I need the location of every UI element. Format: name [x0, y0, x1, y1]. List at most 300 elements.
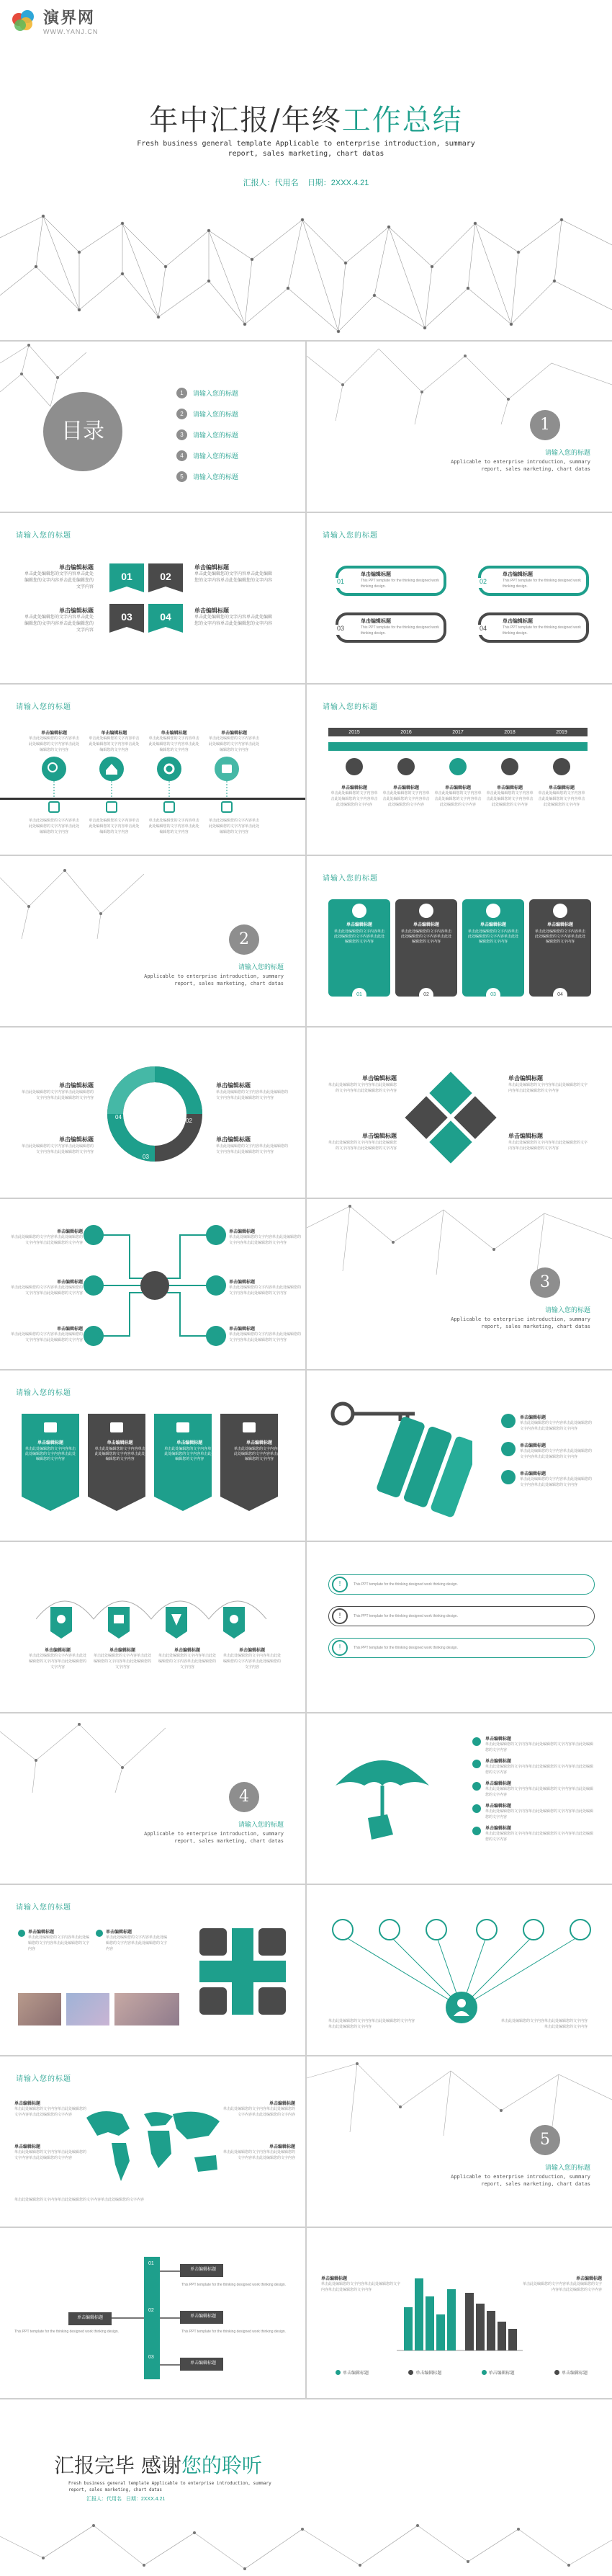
- item-title: 单击编辑标题: [194, 564, 229, 571]
- tabs-slide[interactable]: [307, 513, 612, 683]
- item-desc: 单击此处编辑您的文字内容单击此处编辑您的文字内容单击此处编辑您的文字内容: [485, 1787, 594, 1797]
- end-subtitle-2: report, sales marketing, chart datas: [68, 2487, 163, 2492]
- map-text: [14, 2100, 86, 2118]
- item-desc: 单击此处编辑您的文字内容单击此处编辑您的文字内容单击此处编辑您的文字内容: [11, 1332, 84, 1342]
- card-desc: 单击此处编辑您的文字内容单击此处编辑您的文字内容单击此处编辑您的文字内容: [333, 930, 384, 944]
- diamond-grid: [404, 1071, 498, 1164]
- item-title: 单击编辑标题: [59, 607, 94, 614]
- tab-number: 04: [480, 625, 487, 632]
- diamond-text: [328, 1074, 397, 1094]
- step-title: 单击编辑标题: [40, 731, 67, 736]
- end-slide[interactable]: [0, 2399, 612, 2576]
- bracket-slide[interactable]: [0, 2228, 305, 2398]
- item-title: 单击编辑标题: [14, 2145, 41, 2149]
- tab-text: [503, 618, 582, 636]
- tab-text: [361, 571, 440, 589]
- section-desc-2: report, sales marketing, chart datas: [481, 466, 590, 472]
- item-title: 单击编辑标题: [56, 1230, 83, 1234]
- pin-title: 单击编辑标题: [238, 1649, 265, 1653]
- section-label: 请输入您的标题: [238, 963, 284, 971]
- cards-slide[interactable]: [307, 856, 612, 1026]
- section-desc-1: Applicable to enterprise introduction, summary: [144, 1831, 284, 1837]
- section-slide-3[interactable]: [307, 1199, 612, 1369]
- timeline-title: 单击编辑标题: [341, 786, 367, 790]
- timeline-title: 单击编辑标题: [392, 786, 419, 790]
- keys-slide[interactable]: [307, 1371, 612, 1541]
- item-block: [194, 563, 274, 584]
- toc-list: [176, 383, 238, 487]
- item-desc: 单击此处编辑您的文字内容单击此处编辑您的文字内容单击此处编辑您的文字内容: [14, 2107, 87, 2117]
- toc-num: 3: [176, 429, 187, 440]
- item-title: 单击编辑标题: [485, 1804, 512, 1809]
- section-label: 请输入您的标题: [544, 1306, 590, 1314]
- timeline-title: 单击编辑标题: [444, 786, 471, 790]
- photo-image: [66, 1993, 109, 2025]
- item-desc: 单击此处编辑您的文字内容单击此处编辑您的文字内容单击此处编辑您的文字内容: [194, 572, 273, 583]
- toc-item[interactable]: [176, 424, 238, 445]
- timeline-year: 2019: [556, 729, 567, 735]
- timeline-year: 2018: [504, 729, 516, 735]
- item-title: 单击编辑标题: [575, 2277, 602, 2281]
- tag-desc: 单击此处编辑您的文字内容单击此处编辑您的文字内容单击此处编辑您的文字内容: [24, 1447, 76, 1461]
- timeline-slide[interactable]: [307, 685, 612, 855]
- section-desc-1: Applicable to enterprise introduction, summary: [451, 1316, 590, 1322]
- item-title: 单击编辑标题: [485, 1827, 512, 1831]
- badge-number: 01: [121, 571, 132, 582]
- item-title: 单击编辑标题: [503, 619, 533, 624]
- item-desc: 单击此处编辑您的文字内容单击此处编辑您的文字内容单击此处编辑您的文字内容: [14, 2198, 145, 2202]
- toc-item-label: 请输入您的标题: [193, 432, 239, 439]
- timeline-labels: [328, 784, 588, 808]
- step-desc: 单击此处编辑您的文字内容单击此处编辑您的文字内容单击此处编辑您的文字内容: [148, 819, 199, 834]
- timeline-desc: 单击此处编辑您的文字内容单击此处编辑您的文字内容单击此处编辑您的文字内容: [486, 791, 534, 807]
- card-desc: 单击此处编辑您的文字内容单击此处编辑您的文字内容单击此处编辑您的文字内容: [400, 930, 451, 944]
- diamond-text: [328, 1132, 397, 1151]
- badge-number: 02: [160, 571, 171, 582]
- item-title: 单击编辑标题: [485, 1782, 512, 1786]
- section-desc: [144, 1830, 284, 1845]
- item-title: 单击编辑标题: [216, 1136, 251, 1143]
- item-title: 单击编辑标题: [362, 1133, 397, 1139]
- fanout-text: [501, 2018, 588, 2030]
- icon-cross: [189, 1921, 297, 2036]
- tab-text: [503, 571, 582, 589]
- process-top-labels: [29, 729, 259, 753]
- bracket-label: 单击编辑标题: [76, 2316, 103, 2320]
- send-icon: [501, 1470, 516, 1484]
- timeline-year: 2016: [400, 729, 412, 735]
- chart-side-text: [523, 2275, 602, 2293]
- cycle-text: [22, 1136, 94, 1155]
- section-desc-2: report, sales marketing, chart datas: [481, 1324, 590, 1329]
- end-title-teal: 您的聆听: [181, 2454, 262, 2477]
- item-title: 单击编辑标题: [485, 1737, 512, 1742]
- toc-item[interactable]: [176, 445, 238, 466]
- fanout-text: [328, 2018, 415, 2030]
- network-decoration: [0, 209, 612, 340]
- section-slide-2[interactable]: [0, 856, 305, 1026]
- hub-text: [11, 1325, 83, 1343]
- diamond-text: [508, 1074, 588, 1094]
- info-text: This PPT template for the thinking designed work thinking design.: [354, 1646, 458, 1650]
- item-title: 单击编辑标题: [56, 1327, 83, 1332]
- end-subtitle-1: Fresh business general template Applicable to enterprise introduction, summary: [68, 2481, 271, 2486]
- item-desc: This PPT template for the thinking designed work thinking design.: [361, 625, 439, 636]
- item-desc: 单击此处编辑您的文字内容单击此处编辑您的文字内容单击此处编辑您的文字内容: [508, 1083, 588, 1093]
- bracket-label: 单击编辑标题: [189, 2314, 216, 2319]
- item-title: 单击编辑标题: [59, 1082, 94, 1089]
- item-title: 单击编辑标题: [520, 1416, 546, 1420]
- tag-desc: 单击此处编辑您的文字内容单击此处编辑您的文字内容单击此处编辑您的文字内容: [94, 1447, 145, 1461]
- cycle-slide[interactable]: [0, 1028, 305, 1198]
- map-text: [14, 2143, 86, 2161]
- tab-text: [361, 618, 440, 636]
- cover-subtitle-2: report, sales marketing, chart datas: [228, 150, 384, 158]
- cover-title-teal: 工作总结: [341, 104, 463, 137]
- item-title: 单击编辑标题: [59, 1136, 94, 1143]
- legend-label: 单击编辑标题: [343, 2371, 369, 2376]
- end-title-dark: 汇报完毕 感谢: [54, 2454, 181, 2477]
- step-desc: 单击此处编辑您的文字内容单击此处编辑您的文字内容单击此处编辑您的文字内容: [208, 819, 259, 834]
- item-title: 单击编辑标题: [361, 619, 391, 624]
- item-desc: 单击此处编辑您的文字内容单击此处编辑您的文字内容单击此处编辑您的文字内容: [520, 1477, 593, 1487]
- process-bottom-labels: [29, 818, 259, 835]
- network-decoration: [307, 1199, 612, 1285]
- timeline-desc: 单击此处编辑您的文字内容单击此处编辑您的文字内容单击此处编辑您的文字内容: [382, 791, 430, 807]
- toc-slide[interactable]: [0, 342, 305, 512]
- hub-text: [229, 1228, 301, 1246]
- slide-header: 请输入您的标题: [323, 703, 378, 711]
- section-label: 请输入您的标题: [238, 1821, 284, 1828]
- badge-number: 03: [121, 611, 132, 623]
- umbrella-slide[interactable]: [307, 1713, 612, 1884]
- hub-text: [11, 1228, 83, 1246]
- network-decoration: [0, 1713, 305, 1800]
- slide-header: 请输入您的标题: [323, 875, 378, 883]
- toc-item[interactable]: [176, 404, 238, 424]
- section-desc-2: report, sales marketing, chart datas: [481, 2181, 590, 2187]
- card-number: 02: [419, 988, 433, 1002]
- item-title: 单击编辑标题: [508, 1133, 543, 1139]
- section-slide-1[interactable]: [307, 342, 612, 512]
- section-slide-5[interactable]: [307, 2056, 612, 2227]
- item-desc: 单击此处编辑您的文字内容单击此处编辑您的文字内容单击此处编辑您的文字内容: [22, 1144, 94, 1154]
- slide-header: 请输入您的标题: [16, 2075, 71, 2083]
- cycle-number: 03: [143, 1154, 149, 1160]
- item-desc: 单击此处编辑您的文字内容单击此处编辑您的文字内容单击此处编辑您的文字内容: [22, 1090, 94, 1100]
- toc-item-label: 请输入您的标题: [193, 453, 239, 460]
- toc-item[interactable]: [176, 466, 238, 487]
- item-desc: 单击此处编辑您的文字内容单击此处编辑您的文字内容单击此处编辑您的文字内容: [321, 2282, 401, 2292]
- card-number: 01: [352, 988, 366, 1002]
- network-decoration: [0, 342, 305, 414]
- pin-title: 单击编辑标题: [174, 1649, 200, 1653]
- tab-number: 03: [337, 625, 345, 632]
- slide-header: 请输入您的标题: [16, 532, 71, 540]
- item-title: 单击编辑标题: [321, 2277, 348, 2281]
- key-item: [501, 1414, 592, 1432]
- key-illustration: [328, 1392, 472, 1529]
- toc-item[interactable]: [176, 383, 238, 404]
- step-desc: 单击此处编辑您的文字内容单击此处编辑您的文字内容单击此处编辑您的文字内容: [29, 736, 80, 752]
- toc-num: 5: [176, 471, 187, 482]
- timeline-year: 2017: [452, 729, 464, 735]
- item-desc: 单击此处编辑您的文字内容单击此处编辑您的文字内容单击此处编辑您的文字内容: [508, 1141, 588, 1151]
- item-title: 单击编辑标题: [14, 2102, 41, 2106]
- item-title: 单击编辑标题: [362, 1075, 397, 1082]
- pin-connector: [36, 1587, 274, 1644]
- toc-num: 4: [176, 450, 187, 461]
- step-title: 单击编辑标题: [161, 731, 187, 736]
- item-desc: 单击此处编辑您的文字内容单击此处编辑您的文字内容单击此处编辑您的文字内容: [523, 2282, 603, 2292]
- item-title: 单击编辑标题: [229, 1230, 256, 1234]
- map-slide[interactable]: [0, 2056, 305, 2227]
- tag-title: 单击编辑标题: [246, 1441, 272, 1445]
- chart-slide[interactable]: [307, 2228, 612, 2398]
- tag-title: 单击编辑标题: [37, 1441, 63, 1445]
- item-desc: This PPT template for the thinking designed work thinking design.: [181, 2330, 286, 2334]
- item-desc: 单击此处编辑您的文字内容单击此处编辑您的文字内容单击此处编辑您的文字内容: [485, 1742, 594, 1752]
- info-row[interactable]: ! This PPT template for the thinking designed work thinking design.: [328, 1606, 595, 1626]
- section-desc: [451, 2173, 590, 2188]
- item-title: 单击编辑标题: [485, 1760, 512, 1764]
- card[interactable]: [462, 899, 524, 997]
- chart-legend: [336, 2369, 588, 2376]
- step-desc: 单击此处编辑您的文字内容单击此处编辑您的文字内容单击此处编辑您的文字内容: [29, 819, 80, 834]
- hub-text: [229, 1325, 301, 1343]
- card[interactable]: [328, 899, 390, 997]
- item-desc: 单击此处编辑您的文字内容单击此处编辑您的文字内容单击此处编辑您的文字内容: [328, 1141, 397, 1151]
- pin-desc: 单击此处编辑您的文字内容单击此处编辑您的文字内容单击此处编辑您的文字内容: [94, 1654, 152, 1670]
- item-title: 单击编辑标题: [361, 572, 391, 577]
- item-title: 单击编辑标题: [520, 1472, 546, 1476]
- network-decoration: [0, 2515, 612, 2576]
- card[interactable]: [395, 899, 457, 997]
- bracket-number: 01: [148, 2261, 154, 2266]
- timeline-nodes: [328, 757, 588, 778]
- toc-item-label: 请输入您的标题: [193, 390, 239, 397]
- step-desc: 单击此处编辑您的文字内容单击此处编辑您的文字内容单击此处编辑您的文字内容: [148, 736, 199, 752]
- item-title: 单击编辑标题: [269, 2102, 295, 2106]
- step-desc: 单击此处编辑您的文字内容单击此处编辑您的文字内容单击此处编辑您的文字内容: [89, 736, 140, 752]
- chart-side-text: [321, 2275, 400, 2293]
- item-title: 单击编辑标题: [520, 1444, 546, 1448]
- item-title: 单击编辑标题: [56, 1280, 83, 1285]
- end-reporter: 汇报人：代用名: [86, 2497, 122, 2502]
- slide-header: 请输入您的标题: [16, 703, 71, 711]
- card-title: 单击编辑标题: [546, 923, 573, 927]
- section-slide-4[interactable]: [0, 1713, 305, 1884]
- cycle-number: 01: [143, 1091, 149, 1097]
- item-desc: 单击此处编辑您的文字内容单击此处编辑您的文字内容单击此处编辑您的文字内容: [328, 1083, 397, 1093]
- item-title: 单击编辑标题: [229, 1280, 256, 1285]
- timeline-bar: [328, 728, 588, 736]
- slide-header: 请输入您的标题: [323, 532, 378, 540]
- item-desc: 单击此处编辑您的文字内容单击此处编辑您的文字内容单击此处编辑您的文字内容: [223, 2150, 296, 2160]
- toc-title: 目录: [43, 392, 122, 471]
- slide-header: 请输入您的标题: [16, 1389, 71, 1397]
- section-desc: [451, 458, 590, 473]
- timeline-bar-accent: [328, 742, 588, 751]
- item-block: [194, 607, 274, 628]
- item-title: 单击编辑标题: [106, 1930, 132, 1935]
- item-desc: 单击此处编辑您的文字内容单击此处编辑您的文字内容单击此处编辑您的文字内容: [11, 1235, 84, 1245]
- umbrella-item: [472, 1757, 593, 1775]
- item-title: 单击编辑标题: [503, 572, 533, 577]
- card[interactable]: [529, 899, 591, 997]
- item-title: 单击编辑标题: [59, 564, 94, 571]
- legend-label: 单击编辑标题: [488, 2371, 515, 2376]
- section-number: 3: [530, 1267, 560, 1298]
- umbrella-item: [472, 1780, 593, 1798]
- tag-desc: 单击此处编辑您的文字内容单击此处编辑您的文字内容单击此处编辑您的文字内容: [164, 1447, 215, 1461]
- item-desc: 单击此处编辑您的文字内容单击此处编辑您的文字内容单击此处编辑您的文字内容: [229, 1285, 302, 1296]
- timeline-desc: 单击此处编辑您的文字内容单击此处编辑您的文字内容单击此处编辑您的文字内容: [434, 791, 482, 807]
- item-desc: 单击此处编辑您的文字内容单击此处编辑您的文字内容单击此处编辑您的文字内容: [194, 615, 273, 626]
- slide-header: 请输入您的标题: [16, 1904, 71, 1912]
- key-item: [501, 1470, 592, 1488]
- item-desc: 单击此处编辑您的文字内容单击此处编辑您的文字内容单击此处编辑您的文字内容: [501, 2019, 588, 2029]
- hub-text: [11, 1278, 83, 1296]
- section-number: 4: [229, 1782, 259, 1812]
- cycle-text: [216, 1082, 288, 1101]
- bracket-label: 单击编辑标题: [189, 2268, 216, 2272]
- pin-desc: 单击此处编辑您的文字内容单击此处编辑您的文字内容单击此处编辑您的文字内容: [158, 1654, 217, 1670]
- timeline-year: 2015: [348, 729, 360, 735]
- tag-title: 单击编辑标题: [107, 1441, 133, 1445]
- item-desc: This PPT template for the thinking designed work thinking design.: [181, 2283, 286, 2287]
- photo-text-grid: [18, 1928, 176, 1952]
- cover-slide[interactable]: [0, 0, 612, 340]
- item-title: 单击编辑标题: [508, 1075, 543, 1082]
- item-desc: 单击此处编辑您的文字内容单击此处编辑您的文字内容单击此处编辑您的文字内容: [24, 615, 94, 633]
- info-text: This PPT template for the thinking designed work thinking design.: [354, 1582, 458, 1587]
- cycle-text: [22, 1082, 94, 1101]
- item-desc: 单击此处编辑您的文字内容单击此处编辑您的文字内容单击此处编辑您的文字内容: [485, 1765, 594, 1775]
- pin-desc: 单击此处编辑您的文字内容单击此处编辑您的文字内容单击此处编辑您的文字内容: [223, 1654, 282, 1670]
- cover-title-dark: 年中汇报/年终: [149, 104, 342, 137]
- section-desc: [144, 973, 284, 987]
- item-desc: 单击此处编辑您的文字内容单击此处编辑您的文字内容单击此处编辑您的文字内容: [485, 1809, 594, 1819]
- timeline-desc: 单击此处编辑您的文字内容单击此处编辑您的文字内容单击此处编辑您的文字内容: [538, 791, 585, 807]
- pin-title: 单击编辑标题: [109, 1649, 135, 1653]
- item-desc: 单击此处编辑您的文字内容单击此处编辑您的文字内容单击此处编辑您的文字内容: [520, 1421, 593, 1431]
- pin-title: 单击编辑标题: [44, 1649, 71, 1653]
- item-block: [22, 607, 94, 634]
- chart-icon: [501, 1442, 516, 1456]
- bracket-text: [181, 2329, 289, 2335]
- hub-diagram: [72, 1221, 238, 1350]
- tag-title: 单击编辑标题: [176, 1441, 203, 1445]
- step-title: 单击编辑标题: [101, 731, 127, 736]
- toc-item-label: 请输入您的标题: [193, 473, 239, 481]
- item-desc: 单击此处编辑您的文字内容单击此处编辑您的文字内容单击此处编辑您的文字内容: [216, 1144, 289, 1154]
- step-desc: 单击此处编辑您的文字内容单击此处编辑您的文字内容单击此处编辑您的文字内容: [208, 736, 259, 752]
- card-number: 04: [553, 988, 567, 1002]
- item-desc: This PPT template for the thinking designed work thinking design.: [14, 2330, 119, 2334]
- network-decoration: [307, 342, 612, 428]
- bracket-text: [14, 2329, 122, 2335]
- timeline-title: 单击编辑标题: [548, 786, 575, 790]
- end-date: 日期：2XXX.4.21: [125, 2497, 166, 2502]
- cover-date: 日期：2XXX.4.21: [307, 179, 369, 187]
- photo-image: [114, 1993, 179, 2025]
- section-desc: [451, 1316, 590, 1330]
- hub-slide[interactable]: [0, 1199, 305, 1369]
- section-desc-1: Applicable to enterprise introduction, summary: [451, 2174, 590, 2180]
- section-label: 请输入您的标题: [544, 2164, 590, 2171]
- cover-subtitle-1: Fresh business general template Applicable to enterprise introduction, summary: [137, 140, 475, 148]
- badge-number: 04: [160, 611, 171, 623]
- timeline-title: 单击编辑标题: [496, 786, 523, 790]
- item-desc: 单击此处编辑您的文字内容单击此处编辑您的文字内容单击此处编辑您的文字内容: [14, 2150, 87, 2160]
- info-row[interactable]: ! This PPT template for the thinking designed work thinking design.: [328, 1574, 595, 1595]
- item-title: 单击编辑标题: [28, 1930, 55, 1935]
- end-meta: [86, 2495, 165, 2503]
- cover-subtitle: [0, 139, 612, 159]
- bulb-icon: [501, 1414, 516, 1428]
- photo-slide[interactable]: [0, 1885, 305, 2055]
- item-title: 单击编辑标题: [269, 2145, 295, 2149]
- map-footer: [14, 2197, 292, 2203]
- item-desc: 单击此处编辑您的文字内容单击此处编辑您的文字内容单击此处编辑您的文字内容: [520, 1449, 593, 1459]
- item-desc: 单击此处编辑您的文字内容单击此处编辑您的文字内容单击此处编辑您的文字内容: [229, 1235, 302, 1245]
- toc-num: 2: [176, 409, 187, 419]
- logo-url: WWW.YANJ.CN: [43, 28, 99, 35]
- cycle-number: 04: [115, 1114, 122, 1120]
- cover-title: [0, 97, 612, 138]
- info-row[interactable]: ! This PPT template for the thinking designed work thinking design.: [328, 1638, 595, 1658]
- fanout-slide[interactable]: [307, 1885, 612, 2055]
- item-desc: 单击此处编辑您的文字内容单击此处编辑您的文字内容单击此处编辑您的文字内容: [24, 572, 94, 589]
- info-list: [328, 1574, 595, 1658]
- hanging-tags: [18, 1414, 284, 1522]
- tags-slide[interactable]: [0, 1371, 305, 1541]
- item-desc: 单击此处编辑您的文字内容单击此处编辑您的文字内容单击此处编辑您的文字内容: [216, 1090, 289, 1100]
- step-title: 单击编辑标题: [220, 731, 247, 736]
- watermark: [10, 6, 98, 35]
- toc-num: 1: [176, 388, 187, 398]
- section-desc-2: report, sales marketing, chart datas: [174, 981, 284, 986]
- process-slide[interactable]: [0, 685, 305, 855]
- item-desc: 单击此处编辑您的文字内容单击此处编辑您的文字内容单击此处编辑您的文字内容: [106, 1935, 168, 1951]
- section-desc-2: report, sales marketing, chart datas: [174, 1838, 284, 1844]
- umbrella-item: [472, 1735, 593, 1753]
- bracket-number: 03: [148, 2355, 154, 2360]
- section-desc-1: Applicable to enterprise introduction, summary: [144, 973, 284, 979]
- item-title: 单击编辑标题: [216, 1082, 251, 1089]
- key-list: [501, 1414, 592, 1488]
- diamond-text: [508, 1132, 588, 1151]
- end-title: [54, 2450, 262, 2479]
- item-title: 单击编辑标题: [194, 607, 229, 614]
- section-number: 5: [530, 2125, 560, 2155]
- bracket-text: [181, 2282, 289, 2288]
- diamond-slide[interactable]: [307, 1028, 612, 1198]
- umbrella-item: [472, 1802, 593, 1820]
- list-slide[interactable]: [307, 1542, 612, 1712]
- ribbon-slide[interactable]: [0, 513, 305, 683]
- legend-label: 单击编辑标题: [415, 2371, 442, 2376]
- card-row: [328, 899, 591, 997]
- pin-desc: 单击此处编辑您的文字内容单击此处编辑您的文字内容单击此处编辑您的文字内容: [29, 1654, 87, 1670]
- pins-slide[interactable]: [0, 1542, 305, 1712]
- section-number: 2: [229, 924, 259, 955]
- card-title: 单击编辑标题: [346, 923, 372, 927]
- logo-icon: [10, 9, 39, 32]
- cover-reporter: 汇报人：代用名: [243, 179, 299, 187]
- item-desc: 单击此处编辑您的文字内容单击此处编辑您的文字内容单击此处编辑您的文字内容: [11, 1285, 84, 1296]
